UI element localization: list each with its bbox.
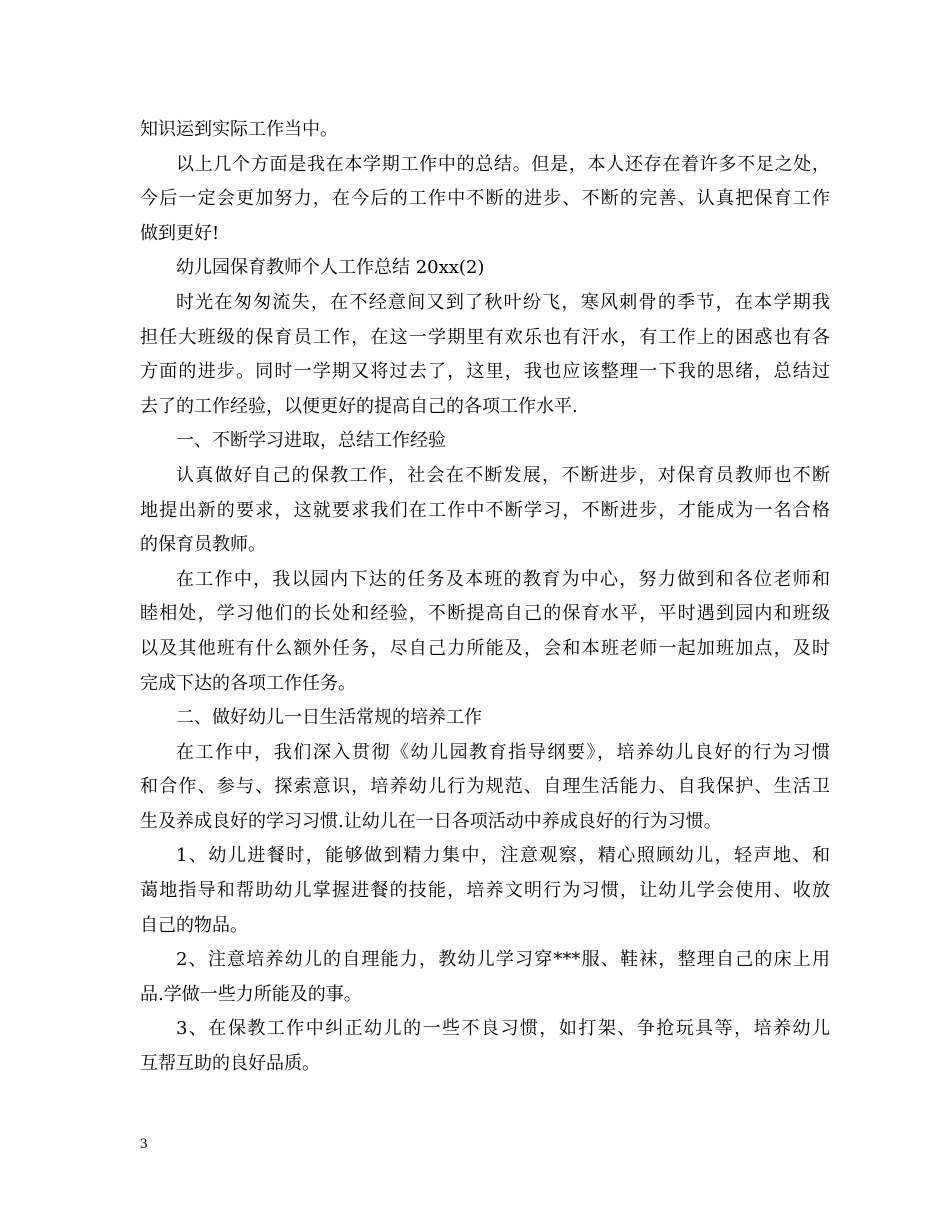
paragraph-line: 以上几个方面是我在本学期工作中的总结。但是，本人还存在着许多不足之处， bbox=[176, 153, 830, 175]
paragraph-line: 的保育员教师。 bbox=[140, 534, 266, 556]
list-item-line: 1、幼儿进餐时，能够做到精力集中，注意观察，精心照顾幼儿，轻声地、和 bbox=[176, 845, 830, 867]
section-title: 幼儿园保育教师个人工作总结 20xx(2) bbox=[176, 257, 485, 279]
paragraph-line: 今后一定会更加努力，在今后的工作中不断的进步、不断的完善、认真把保育工作 bbox=[140, 188, 830, 210]
paragraph-line: 和合作、参与、探索意识，培养幼儿行为规范、自理生活能力、自我保护、生活卫 bbox=[140, 776, 830, 798]
paragraph-line: 以及其他班有什么额外任务，尽自己力所能及，会和本班老师一起加班加点，及时 bbox=[140, 637, 830, 659]
document-body bbox=[140, 113, 830, 1082]
page-number: 3 bbox=[140, 1136, 148, 1152]
paragraph-line: 时光在匆匆流失，在不经意间又到了秋叶纷飞，寒风刺骨的季节，在本学期我 bbox=[176, 291, 830, 313]
paragraph-line: 做到更好! bbox=[140, 222, 220, 244]
paragraph-line: 完成下达的各项工作任务。 bbox=[140, 672, 356, 694]
paragraph-line: 知识运到实际工作当中。 bbox=[140, 119, 338, 140]
paragraph-line: 地提出新的要求，这就要求我们在工作中不断学习，不断进步，才能成为一名合格 bbox=[140, 499, 830, 521]
list-item-line: 蔼地指导和帮助幼儿掌握进餐的技能，培养文明行为习惯，让幼儿学会使用、收放 bbox=[140, 880, 830, 902]
paragraph-line: 担任大班级的保育员工作，在这一学期里有欢乐也有汗水，有工作上的困惑也有各 bbox=[140, 326, 830, 348]
paragraph-line: 在工作中，我以园内下达的任务及本班的教育为中心，努力做到和各位老师和 bbox=[176, 568, 830, 590]
paragraph-line: 生及养成良好的学习习惯.让幼儿在一日各项活动中养成良好的行为习惯。 bbox=[140, 810, 722, 832]
paragraph-line: 认真做好自己的保教工作，社会在不断发展，不断进步，对保育员教师也不断 bbox=[176, 464, 830, 486]
list-item-line: 品.学做一些力所能及的事。 bbox=[140, 983, 362, 1005]
section-heading: 二、做好幼儿一日生活常规的培养工作 bbox=[176, 707, 482, 729]
paragraph-line: 方面的进步。同时一学期又将过去了，这里，我也应该整理一下我的思绪，总结过 bbox=[140, 361, 830, 383]
list-item-line: 3、在保教工作中纠正幼儿的一些不良习惯，如打架、争抢玩具等，培养幼儿 bbox=[176, 1018, 830, 1040]
paragraph-line: 睦相处，学习他们的长处和经验，不断提高自己的保育水平，平时遇到园内和班级 bbox=[140, 603, 830, 625]
list-item-line: 2、注意培养幼儿的自理能力，教幼儿学习穿***服、鞋袜，整理自己的床上用 bbox=[176, 949, 830, 971]
paragraph-line: 去了的工作经验，以便更好的提高自己的各项工作水平. bbox=[140, 395, 578, 417]
list-item-line: 互帮互助的良好品质。 bbox=[140, 1053, 320, 1075]
section-heading: 一、不断学习进取，总结工作经验 bbox=[176, 430, 446, 452]
paragraph-line: 在工作中，我们深入贯彻《幼儿园教育指导纲要》，培养幼儿良好的行为习惯 bbox=[176, 741, 830, 763]
list-item-line: 自己的物品。 bbox=[140, 914, 248, 936]
